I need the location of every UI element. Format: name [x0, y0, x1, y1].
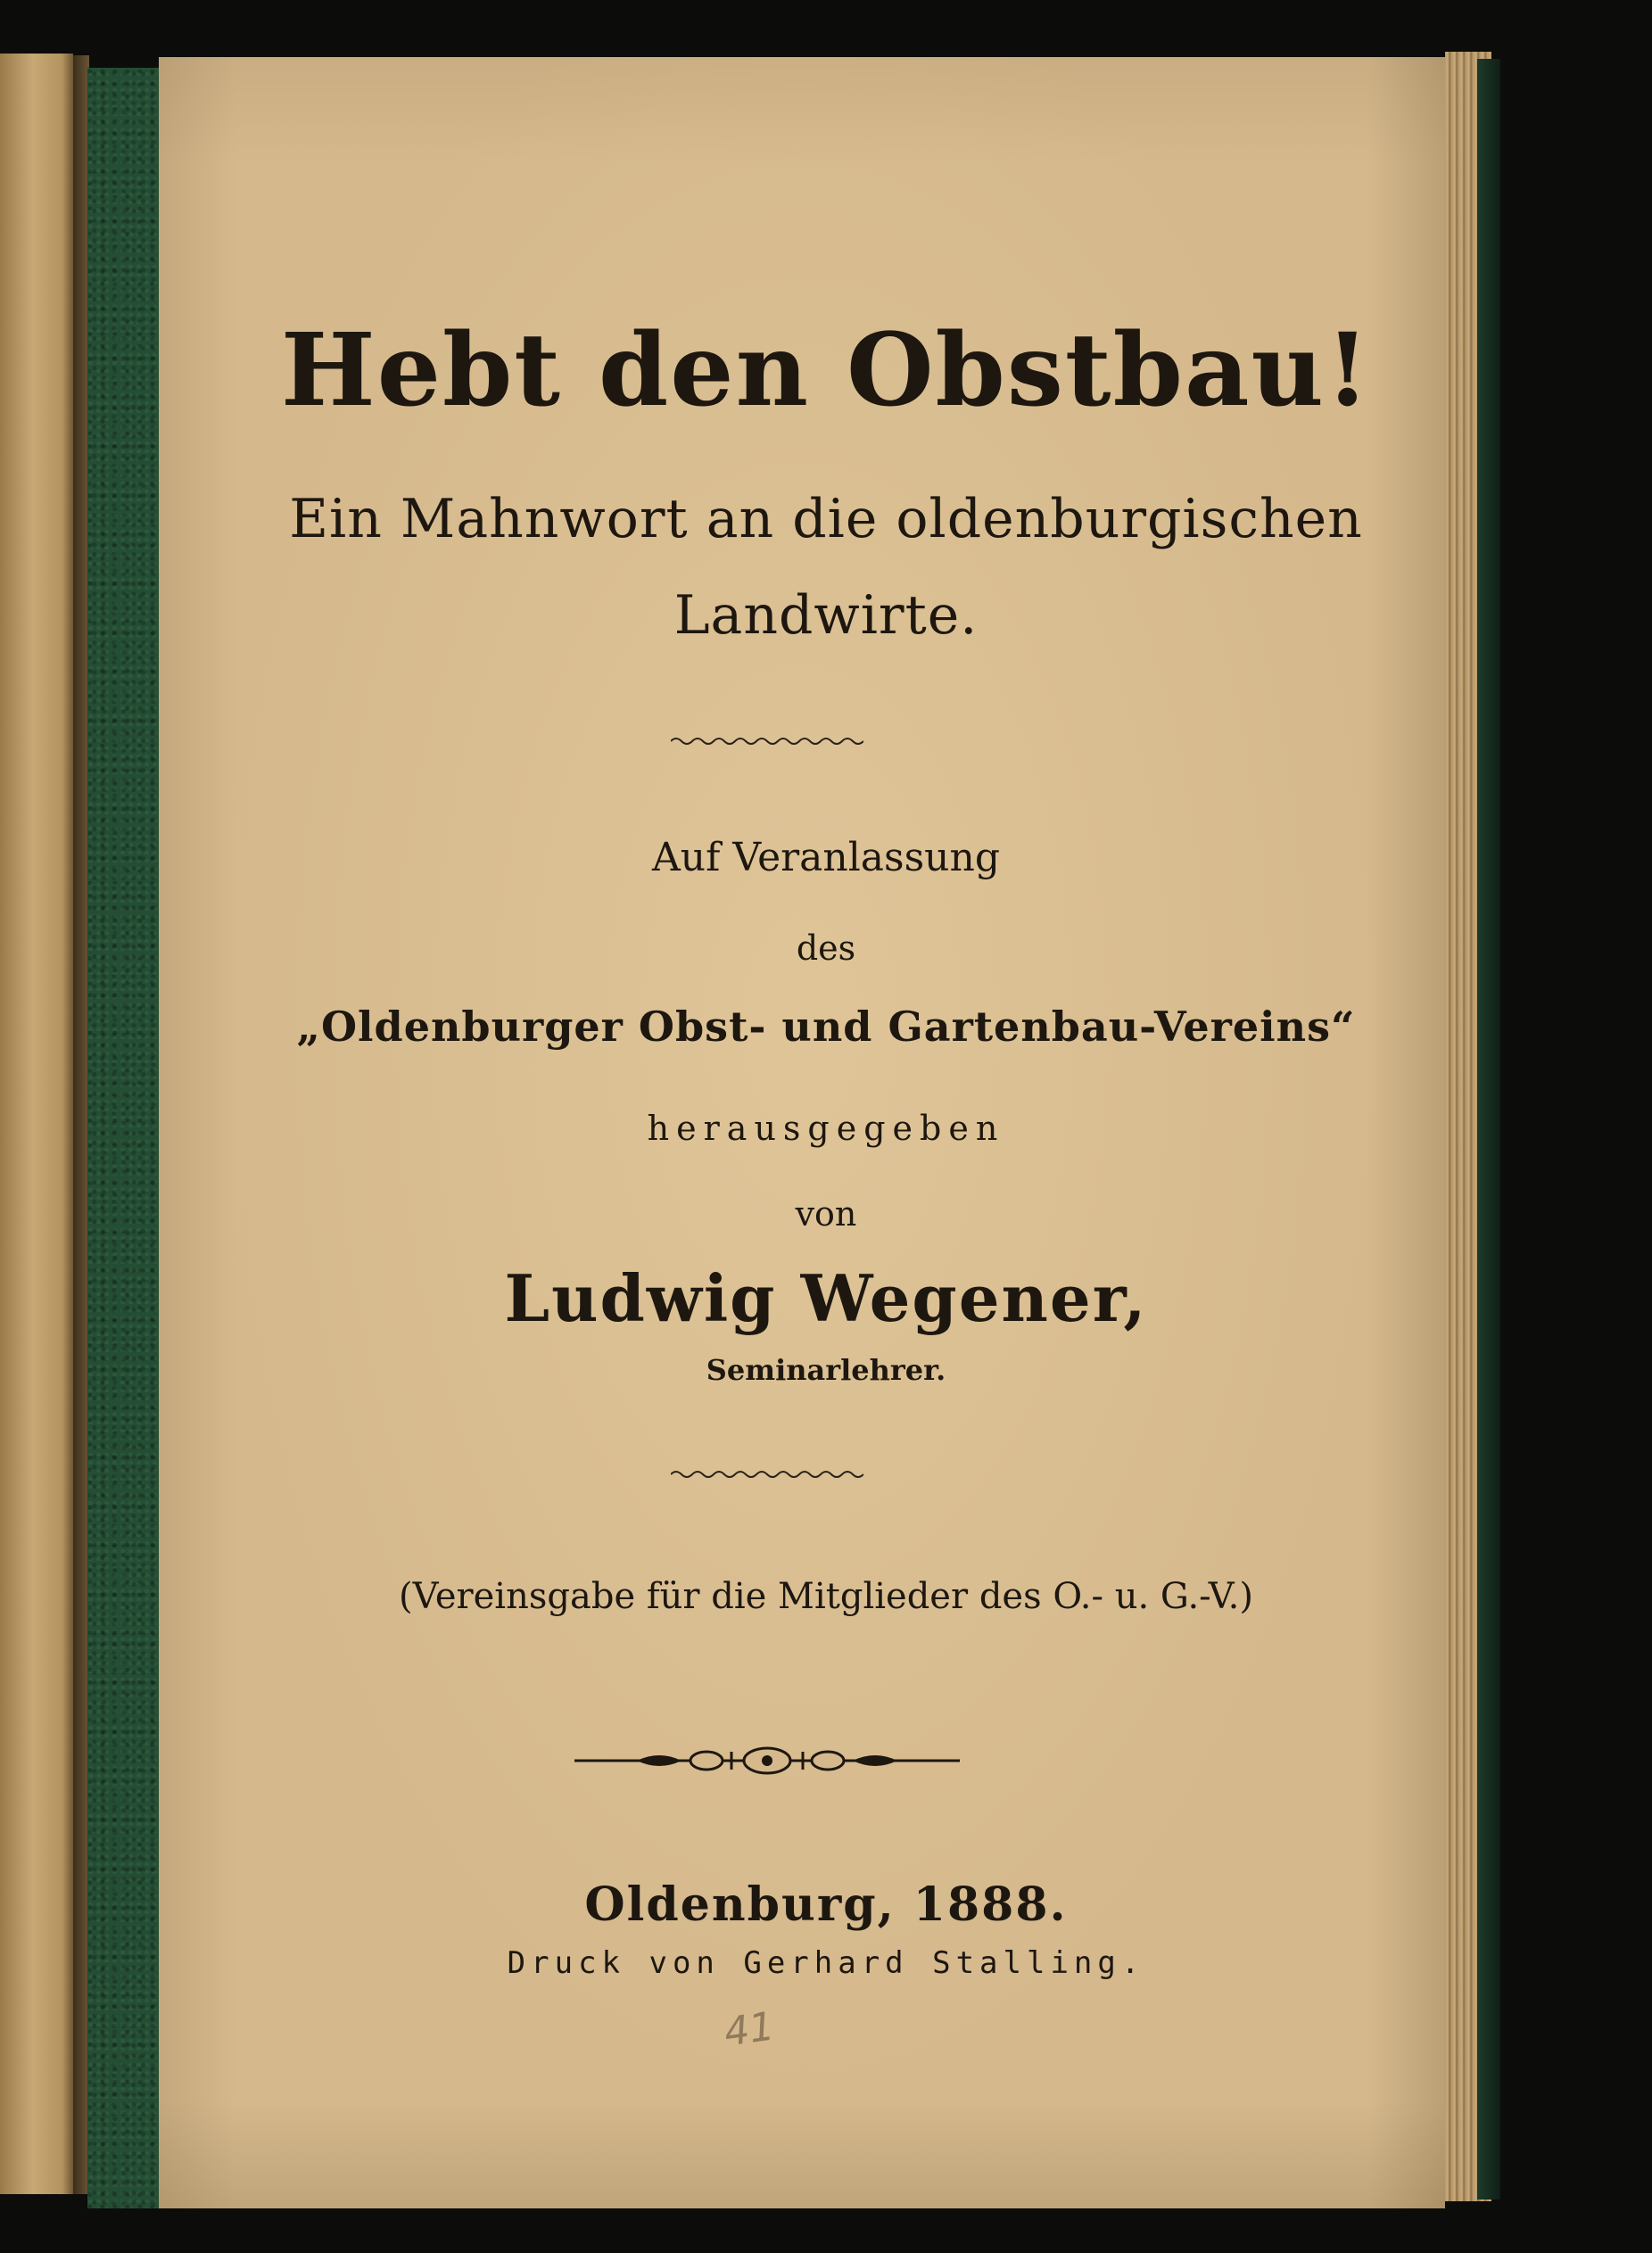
book-title: Hebt den Obstbau! — [280, 312, 1372, 429]
von-word: von — [795, 1194, 857, 1234]
decorative-rule-ornament — [574, 1745, 960, 1777]
society-name: „Oldenburger Obst- und Gartenbau-Vereins“ — [296, 1003, 1356, 1051]
members-note: (Vereinsgabe für die Mitglieder des O.- u. G.-V.) — [399, 1576, 1253, 1617]
wavy-rule-middle — [671, 1468, 863, 1481]
printer-line: Druck von Gerhard Stalling. — [507, 1945, 1145, 1981]
wavy-rule-top — [671, 735, 863, 747]
subtitle-line-1: Ein Mahnwort an die oldenburgischen — [289, 488, 1363, 550]
author-occupation: Seminarlehrer. — [706, 1353, 946, 1387]
des-word: des — [796, 928, 856, 968]
pencil-annotation: 41 — [721, 2003, 778, 2056]
place-and-year: Oldenburg, 1888. — [584, 1878, 1068, 1932]
published-word: herausgegeben — [647, 1109, 1005, 1148]
subtitle-line-2: Landwirte. — [673, 584, 979, 647]
commission-line: Auf Veranlassung — [651, 835, 1001, 880]
author-name: Ludwig Wegener, — [504, 1260, 1148, 1336]
